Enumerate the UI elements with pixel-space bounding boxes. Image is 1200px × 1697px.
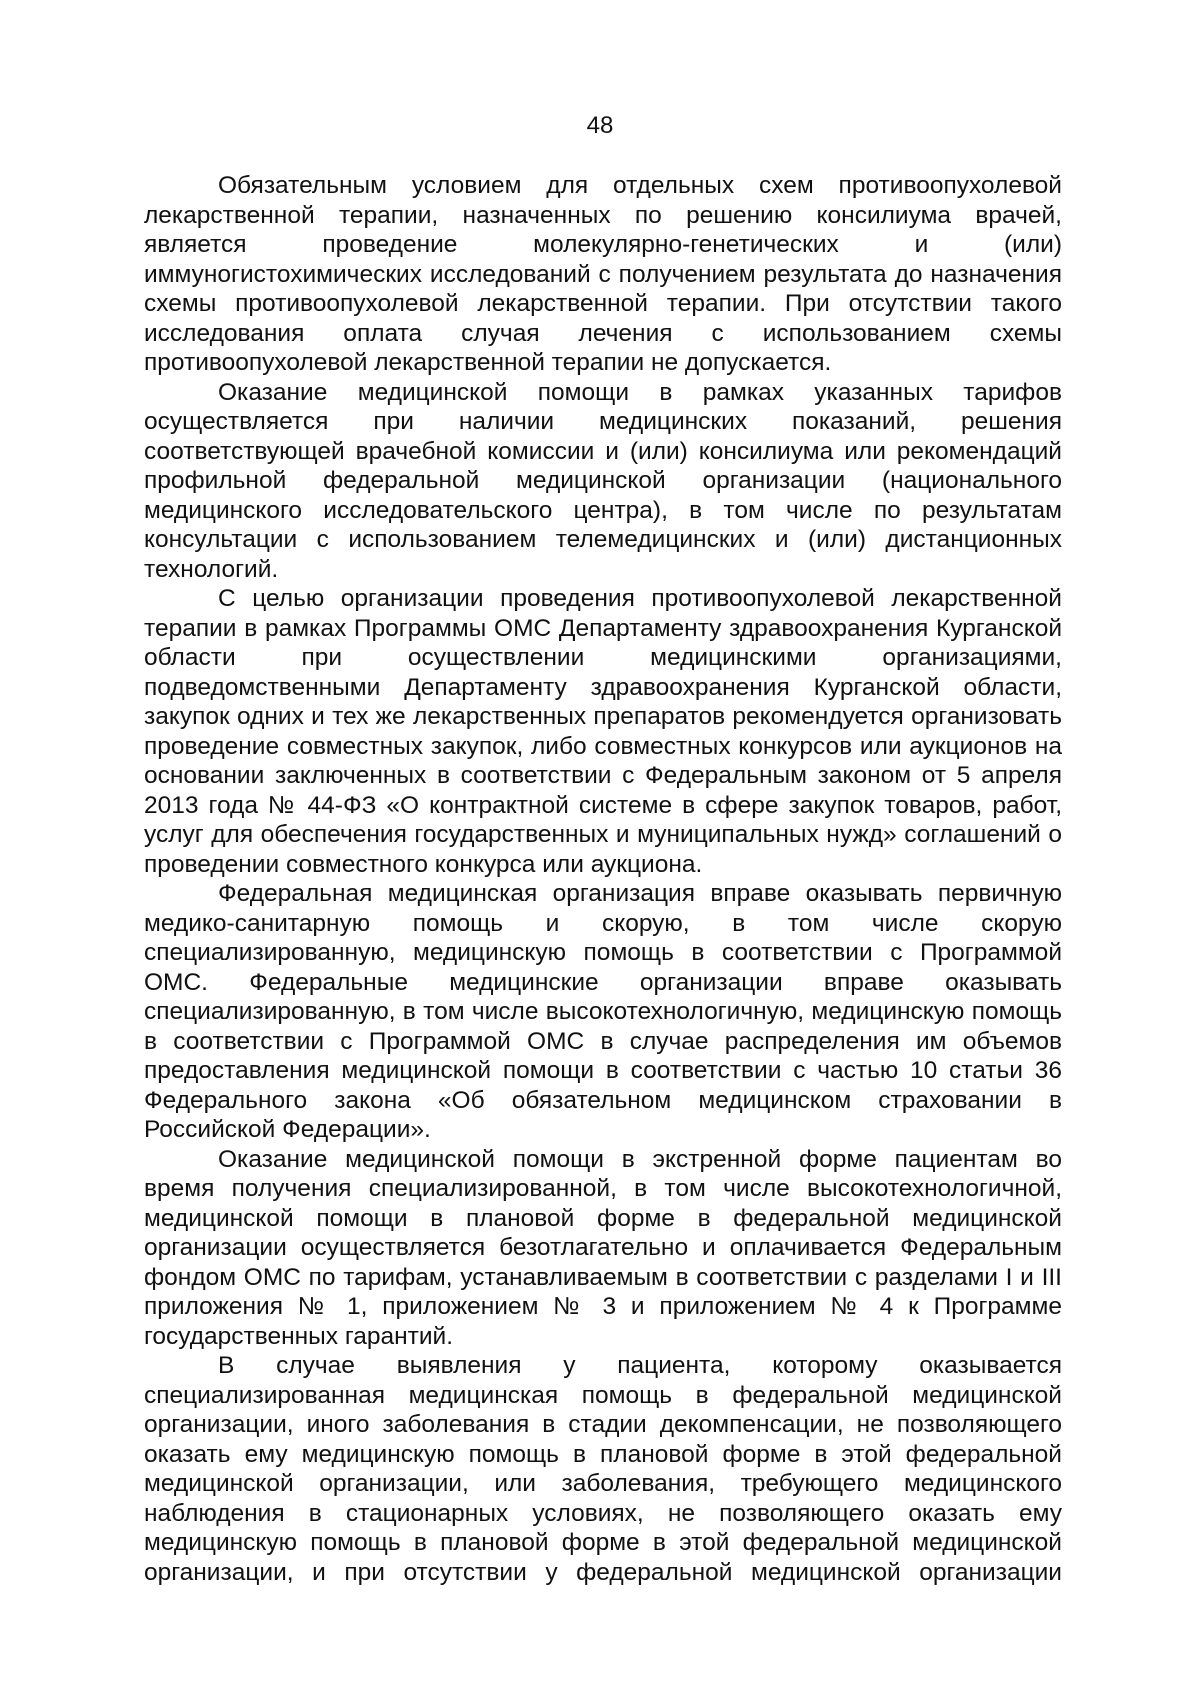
document-body <box>144 171 1062 1587</box>
paragraph-4: Федеральная медицинская организация вправе оказывать первичную медико-санитарную помощь и скорую, в том числе скорую специализированную, медицинскую помощь в соответствии с Программой ОМС. Федеральные медицинские организации вправе оказывать специализированную, в том числе высокотехнологичную, медицинскую помощь в соответствии с Программой ОМС в случае распределения им объемов предоставления медицинской помощи в соответствии с частью 10 статьи 36 Федерального закона «Об обязательном медицинском страховании в Российской Федерации». <box>144 880 1062 1143</box>
page-number: 48 <box>586 112 614 139</box>
paragraph-2: Оказание медицинской помощи в рамках указанных тарифов осуществляется при наличии медицинских показаний, решения соответствующей врачебной комиссии и (или) консилиума или рекомендаций профильной федеральной медицинской организации (национального медицинского исследовательского центра), в том числе по результатам консультации с использованием телемедицинских и (или) дистанционных технологий. <box>144 378 1062 583</box>
paragraph-5: Оказание медицинской помощи в экстренной форме пациентам во время получения специализированной, в том числе высокотехнологичной, медицинской помощи в плановой форме в федеральной медицинской организации осуществляется безотлагательно и оплачивается Федеральным фондом ОМС по тарифам, устанавливаемым в соответствии с разделами I и III приложения № 1, приложением № 3 и приложением № 4 к Программе государственных гарантий. <box>144 1145 1062 1350</box>
paragraph-1: Обязательным условием для отдельных схем противоопухолевой лекарственной терапии, назначенных по решению консилиума врачей, является проведение молекулярно-генетических и (или) иммуногистохимических исследований с получением результата до назначения схемы противоопухолевой лекарственной терапии. При отсутствии такого исследования оплата случая лечения с использованием схемы противоопухолевой лекарственной терапии не допускается. <box>144 172 1062 376</box>
paragraph-6: В случае выявления у пациента, которому оказывается специализированная медицинская помощь в федеральной медицинской организации, иного заболевания в стадии декомпенсации, не позволяющего оказать ему медицинскую помощь в плановой форме в этой федеральной медицинской организации, или заболевания, требующего медицинского наблюдения в стационарных условиях, не позволяющего оказать ему медицинскую помощь в плановой форме в этой федеральной медицинской организации, и при отсутствии у федеральной медицинской организации <box>144 1352 1062 1586</box>
paragraph-3: С целью организации проведения противоопухолевой лекарственной терапии в рамках Программы ОМС Департаменту здравоохранения Курганской области при осуществлении медицинскими организациями, подведомственными Департаменту здравоохранения Курганской области, закупок одних и тех же лекарственных препаратов рекомендуется организовать проведение совместных закупок, либо совместных конкурсов или аукционов на основании заключенных в соответствии с Федеральным законом от 5 апреля 2013 года № 44-ФЗ «О контрактной системе в сфере закупок товаров, работ, услуг для обеспечения государственных и муниципальных нужд» соглашений о проведении совместного конкурса или аукциона. <box>144 585 1062 878</box>
